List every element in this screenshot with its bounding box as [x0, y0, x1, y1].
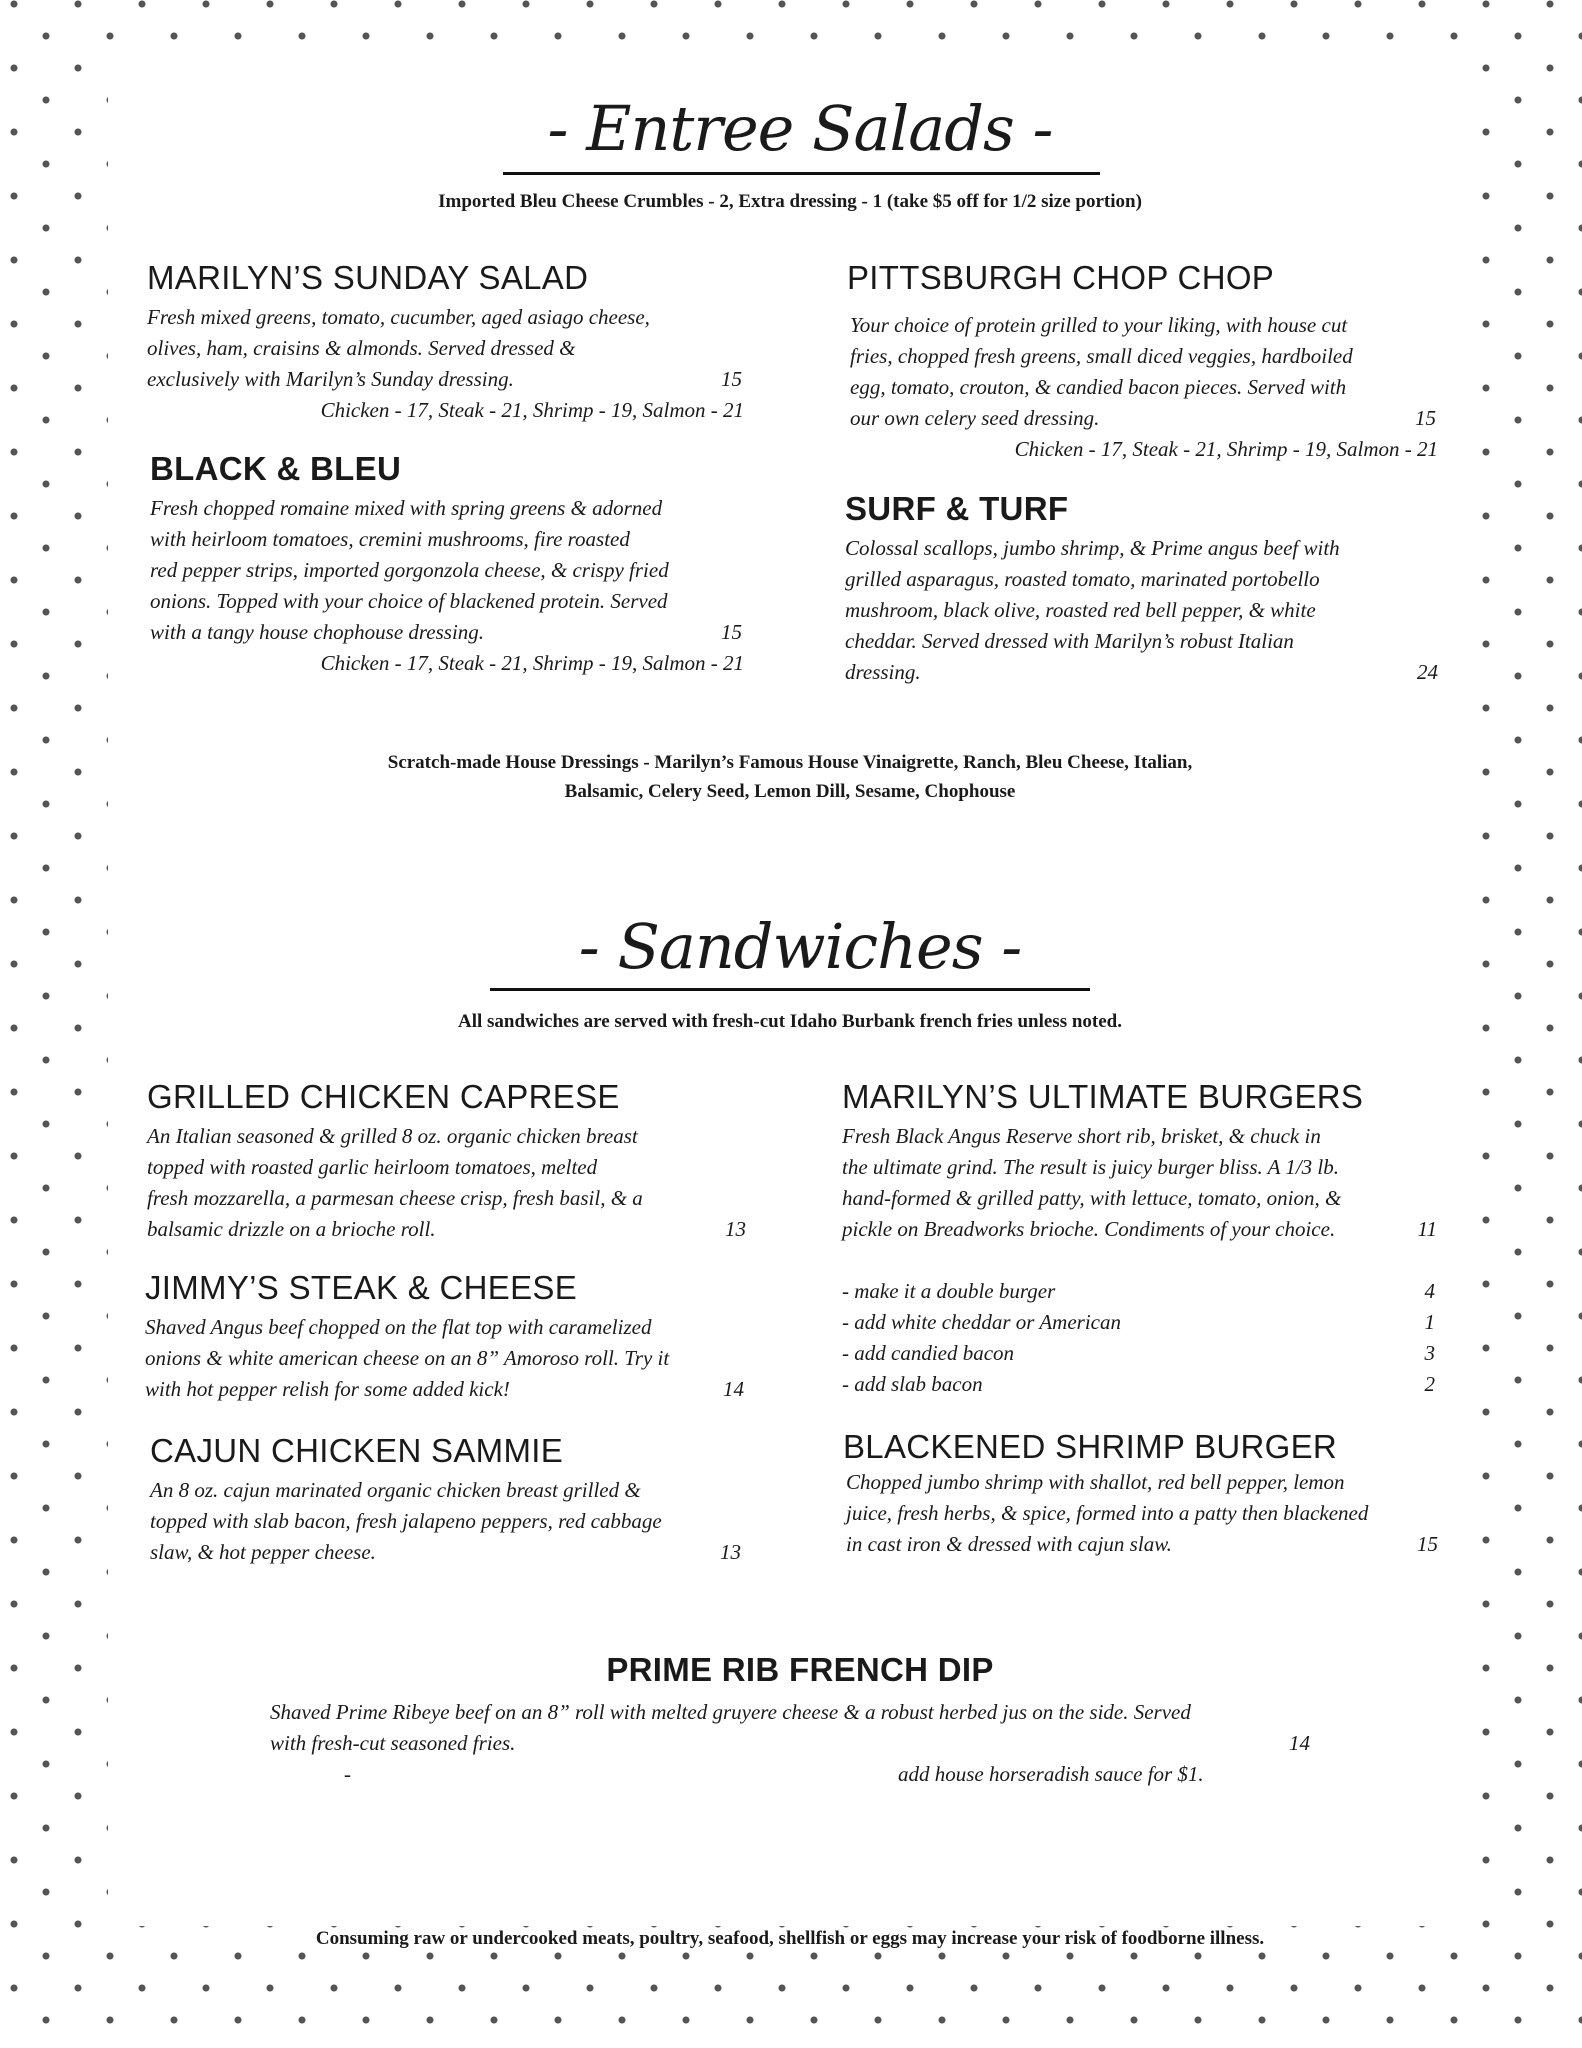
menu-item-marilyns-sunday-salad [147, 258, 744, 426]
item-name: JIMMY’S STEAK & CHEESE [145, 1269, 578, 1306]
menu-item-jimmys-steak-and-cheese [145, 1268, 744, 1405]
french-dip-description: Shaved Prime Ribeye beef on an 8” roll with melted gruyere cheese & a robust herbed jus on the side. Served with fresh-cut seasoned fries. 14 - add house horseradish sauce for $1. [270, 1697, 1320, 1790]
item-description: Fresh mixed greens, tomato, cucumber, aged asiago cheese, olives, ham, craisins & almonds. Served dressed & exclusively with Marilyn’s Sunday dressing. 15 Chicken - 17, Steak - 21, Shrimp - 19, Salmon - 21 [147, 302, 744, 426]
title-underline [490, 988, 1090, 991]
item-price: 15 [721, 620, 742, 644]
item-price: 15 [1415, 406, 1436, 430]
item-price: 14 [1289, 1731, 1310, 1755]
item-description: An 8 oz. cajun marinated organic chicken breast grilled & topped with slab bacon, fresh jalapeno peppers, red cabbage slaw, & hot pepper cheese. 13 [150, 1475, 744, 1568]
item-price: 13 [725, 1217, 746, 1241]
item-description: Shaved Angus beef chopped on the flat top with caramelized onions & white american cheese on an 8” Amoroso roll. Try it with hot pepper relish for some added kick! 14 [145, 1312, 744, 1405]
burger-option: - add candied bacon 3 [842, 1341, 1435, 1365]
burger-option: - make it a double burger 4 [842, 1279, 1435, 1303]
french-dip-name: PRIME RIB FRENCH DIP [606, 1651, 994, 1688]
menu-item-grilled-chicken-caprese [147, 1077, 746, 1245]
sandwiches-title: - Sandwiches - [578, 910, 1022, 983]
item-price: 14 [723, 1377, 744, 1401]
item-price: 15 [1417, 1532, 1438, 1556]
item-description: Chopped jumbo shrimp with shallot, red bell pepper, lemon juice, fresh herbs, & spice, formed into a patty then blackened in cast iron & dressed with cajun slaw. 15 [843, 1467, 1441, 1560]
item-price: 24 [1417, 660, 1438, 684]
protein-addons: Chicken - 17, Steak - 21, Shrimp - 19, Salmon - 21 [320, 398, 744, 422]
item-name: PITTSBURGH CHOP CHOP [847, 259, 1275, 296]
sandwiches-note: All sandwiches are served with fresh-cut Idaho Burbank french fries unless noted. [458, 1011, 1122, 1032]
house-dressings: Scratch-made House Dressings - Marilyn’s Famous House Vinaigrette, Ranch, Bleu Cheese, Italian, Balsamic, Celery Seed, Lemon Dill, Sesame, Chophouse [387, 752, 1193, 802]
entree-salads-title: - Entree Salads - [547, 92, 1053, 165]
item-description: Fresh Black Angus Reserve short rib, brisket, & chuck in the ultimate grind. The result is juicy burger bliss. A 1/3 lb. hand-formed & grilled patty, with lettuce, tomato, onion, & pickle on Breadworks brioche. Condiments of your choice. 11 [842, 1121, 1441, 1245]
menu-item-marilyns-ultimate-burgers [842, 1077, 1441, 1400]
title-underline [503, 172, 1100, 175]
burger-option: - add white cheddar or American 1 [842, 1310, 1435, 1334]
french-dip-addon: - add house horseradish sauce for $1. [344, 1762, 1204, 1786]
protein-addons: Chicken - 17, Steak - 21, Shrimp - 19, Salmon - 21 [1014, 437, 1438, 461]
item-description: An Italian seasoned & grilled 8 oz. organic chicken breast topped with roasted garlic heirloom tomatoes, melted fresh mozzarella, a parmesan cheese crisp, fresh basil, & a balsamic drizzle on a brioche roll. 13 [147, 1121, 746, 1245]
item-description: Your choice of protein grilled to your liking, with house cut fries, chopped fresh greens, small diced veggies, hardboiled egg, tomato, crouton, & candied bacon pieces. Served with our own celery seed dressing. 15 Chicken - 17, Steak - 21, Shrimp - 19, Salmon - 21 [847, 310, 1441, 465]
item-price: 15 [721, 367, 742, 391]
item-price: 11 [1417, 1217, 1437, 1241]
menu-item-cajun-chicken-sammie [150, 1431, 744, 1568]
item-name: MARILYN’S SUNDAY SALAD [147, 259, 589, 296]
burger-options [842, 1276, 1441, 1400]
menu-item-black-and-bleu [150, 449, 744, 679]
item-name: SURF & TURF [845, 490, 1069, 527]
item-description: Fresh chopped romaine mixed with spring greens & adorned with heirloom tomatoes, cremini mushrooms, fire roasted red pepper strips, imported gorgonzola cheese, & crispy fried onions. Topped with your choice of blackened protein. Served with a tangy house chophouse dressing. 15 Chicken - 17, Steak - 21, Shrimp - 19, Salmon - 21 [150, 493, 744, 679]
menu-item-surf-and-turf [845, 489, 1441, 688]
item-name: MARILYN’S ULTIMATE BURGERS [842, 1078, 1364, 1115]
item-name: CAJUN CHICKEN SAMMIE [150, 1432, 564, 1469]
item-name: BLACK & BLEU [150, 450, 402, 487]
menu-item-blackened-shrimp-burger [843, 1427, 1441, 1560]
item-name: GRILLED CHICKEN CAPRESE [147, 1078, 620, 1115]
item-price: 13 [720, 1540, 741, 1564]
protein-addons: Chicken - 17, Steak - 21, Shrimp - 19, Salmon - 21 [320, 651, 744, 675]
burger-option: - add slab bacon 2 [842, 1372, 1435, 1396]
item-name: BLACKENED SHRIMP BURGER [843, 1428, 1338, 1465]
foodborne-illness-notice: Consuming raw or undercooked meats, poultry, seafood, shellfish or eggs may increase your risk of foodborne illness. [315, 1928, 1265, 1949]
salads-note: Imported Bleu Cheese Crumbles - 2, Extra dressing - 1 (take $5 off for 1/2 size portion) [438, 191, 1142, 212]
menu-item-pittsburgh-chop-chop [847, 258, 1441, 465]
item-description: Colossal scallops, jumbo shrimp, & Prime angus beef with grilled asparagus, roasted tomato, marinated portobello mushroom, black olive, roasted red bell pepper, & white cheddar. Served dressed with Marilyn’s robust Italian dressing. 24 [845, 533, 1441, 688]
